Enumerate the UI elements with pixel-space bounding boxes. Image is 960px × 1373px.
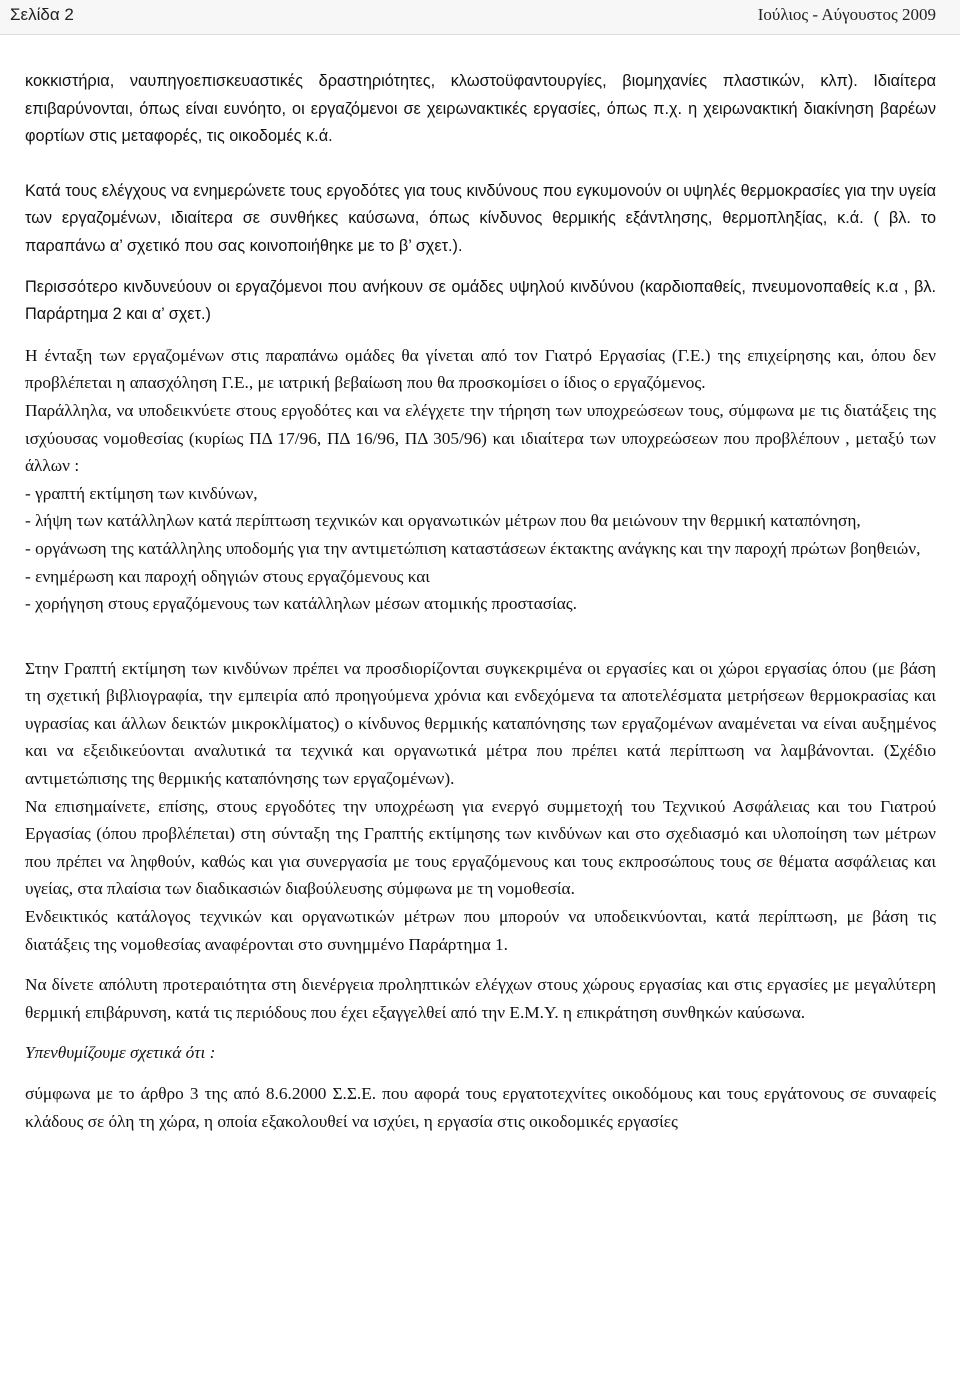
- paragraph-priority-inspections: Να δίνετε απόλυτη προτεραιότητα στη διενέργεια προληπτικών ελέγχων στους χώρους εργασίας και στις εργασίες με μεγαλύτερη θερμική επιβάρυνση, κατά τις περιόδους που έχει εξαγγελθεί από την Ε.Μ.Υ. η επικράτηση συνθηκών καύσωνα.: [25, 975, 936, 1022]
- paragraph-intro: κοκκιστήρια, ναυπηγοεπισκευαστικές δραστηριότητες, κλωστοϋφαντουργίες, βιομηχανίες πλαστικών, κλπ). Ιδιαίτερα επιβαρύνονται, όπως είναι ευνόητο, οι εργαζόμενοι σε χειρωνακτικές εργασίες, όπως π.χ. η χειρωνακτική διακίνηση βαρέων φορτίων στις μεταφορές, τις οικοδομές κ.ά.: [25, 72, 936, 146]
- obligations-list: [25, 480, 936, 618]
- list-item: - ενημέρωση και παροχή οδηγιών στους εργαζόμενους και: [25, 566, 430, 586]
- paragraph-measures-catalogue: Ενδεικτικός κατάλογος τεχνικών και οργανωτικών μέτρων που μπορούν να υποδεικνύονται, κατά περίπτωση, με βάση τις διατάξεις της νομοθεσίας αναφέρονται στο συνημμένο Παράρτημα 1.: [25, 907, 936, 954]
- list-item: - χορήγηση στους εργαζόμενους των κατάλληλων μέσων ατομικής προστασίας.: [25, 594, 577, 614]
- list-item: - λήψη των κατάλληλων κατά περίπτωση τεχνικών και οργανωτικών μέτρων που θα μειώνουν την θερμική καταπόνηση,: [25, 511, 861, 531]
- document-body: [25, 68, 936, 1135]
- paragraph-collective-agreement: σύμφωνα με το άρθρο 3 της από 8.6.2000 Σ.Σ.Ε. που αφορά τους εργατοτεχνίτες οικοδόμους και τους εργάτονους σε συναφείς κλάδους σε όλη τη χώρα, η οποία εξακολουθεί να ισχύει, η εργασία στις οικοδομικές εργασίες: [25, 1084, 936, 1131]
- paragraph-reminder-heading: Υπενθυμίζουμε σχετικά ότι :: [25, 1043, 216, 1063]
- page-header: [0, 0, 960, 35]
- paragraph-safety-technician: Να επισημαίνετε, επίσης, στους εργοδότες την υποχρέωση για ενεργό συμμετοχή του Τεχνικού Ασφάλειας και του Γιατρού Εργασίας (όπου προβλέπεται) στη σύνταξη της Γραπτής εκτίμησης των κινδύνων και στο σχεδιασμό και υλοποίηση των μέτρων που πρέπει να ληφθούν, καθώς και για συνεργασία με τους εργαζόμενους και τους εκπροσώπους τους σε θέματα ασφάλειας και υγείας, στα πλαίσια των διαδικασιών διαβούλευσης σύμφωνα με τη νομοθεσία.: [25, 796, 936, 899]
- paragraph-employer-obligations: Παράλληλα, να υποδεικνύετε στους εργοδότες και να ελέγχετε την τήρηση των υποχρεώσεων τους, σύμφωνα με τις διατάξεις της ισχύουσας νομοθεσίας (κυρίως ΠΔ 17/96, ΠΔ 16/96, ΠΔ 305/96) και ιδιαίτερα των υποχρεώσεων που προβλέπουν , μεταξύ των άλλων :: [25, 400, 936, 476]
- list-item: - γραπτή εκτίμηση των κινδύνων,: [25, 483, 258, 503]
- paragraph-high-risk-groups: Περισσότερο κινδυνεύουν οι εργαζόμενοι που ανήκουν σε ομάδες υψηλού κινδύνου (καρδιοπαθείς, πνευμονοπαθείς κ.α , βλ. Παράρτημα 2 και α’ σχετ.): [25, 277, 936, 324]
- paragraph-occupational-doctor: Η ένταξη των εργαζομένων στις παραπάνω ομάδες θα γίνεται από τον Γιατρό Εργασίας (Γ.Ε.) της επιχείρησης και, όπου δεν προβλέπεται η απασχόληση Γ.Ε., με ιατρική βεβαίωση που θα προσκομίσει ο ίδιος ο εργαζόμενος.: [25, 345, 936, 393]
- issue-date: Ιούλιος - Αύγουστος 2009: [757, 5, 936, 24]
- paragraph-inspections: Κατά τους ελέγχους να ενημερώνετε τους εργοδότες για τους κινδύνους που εγκυμονούν οι υψηλές θερμοκρασίες για την υγεία των εργαζομένων, ιδιαίτερα σε συνθήκες καύσωνα, όπως κίνδυνος θερμικής εξάντλησης, θερμοπληξίας, κ.ά. ( βλ. το παραπάνω α’ σχετικό που σας κοινοποιήθηκε με το β’ σχετ.).: [25, 181, 936, 255]
- list-item: - οργάνωση της κατάλληλης υποδομής για την αντιμετώπιση καταστάσεων έκτακτης ανάγκης και την παροχή πρώτων βοηθειών,: [25, 538, 921, 558]
- page-number: Σελίδα 2: [10, 5, 74, 24]
- paragraph-risk-assessment: Στην Γραπτή εκτίμηση των κινδύνων πρέπει να προσδιορίζονται συγκεκριμένα οι εργασίες και οι χώροι εργασίας όπου (με βάση τη σχετική βιβλιογραφία, την εμπειρία από προηγούμενα χρόνια και ενδεχόμενα τα αποτελέσματα μετρήσεων θερμοκρασίας και υγρασίας και άλλων δεικτών μικροκλίματος) ο κίνδυνος θερμικής καταπόνησης των εργαζομένων αναμένεται να είναι αυξημένος και να εξειδικεύονται αναλυτικά τα τεχνικά και οργανωτικά μέτρα που πρέπει κατά περίπτωση να λαμβάνονται. (Σχέδιο αντιμετώπισης της θερμικής καταπόνησης των εργαζομένων).: [25, 658, 936, 789]
